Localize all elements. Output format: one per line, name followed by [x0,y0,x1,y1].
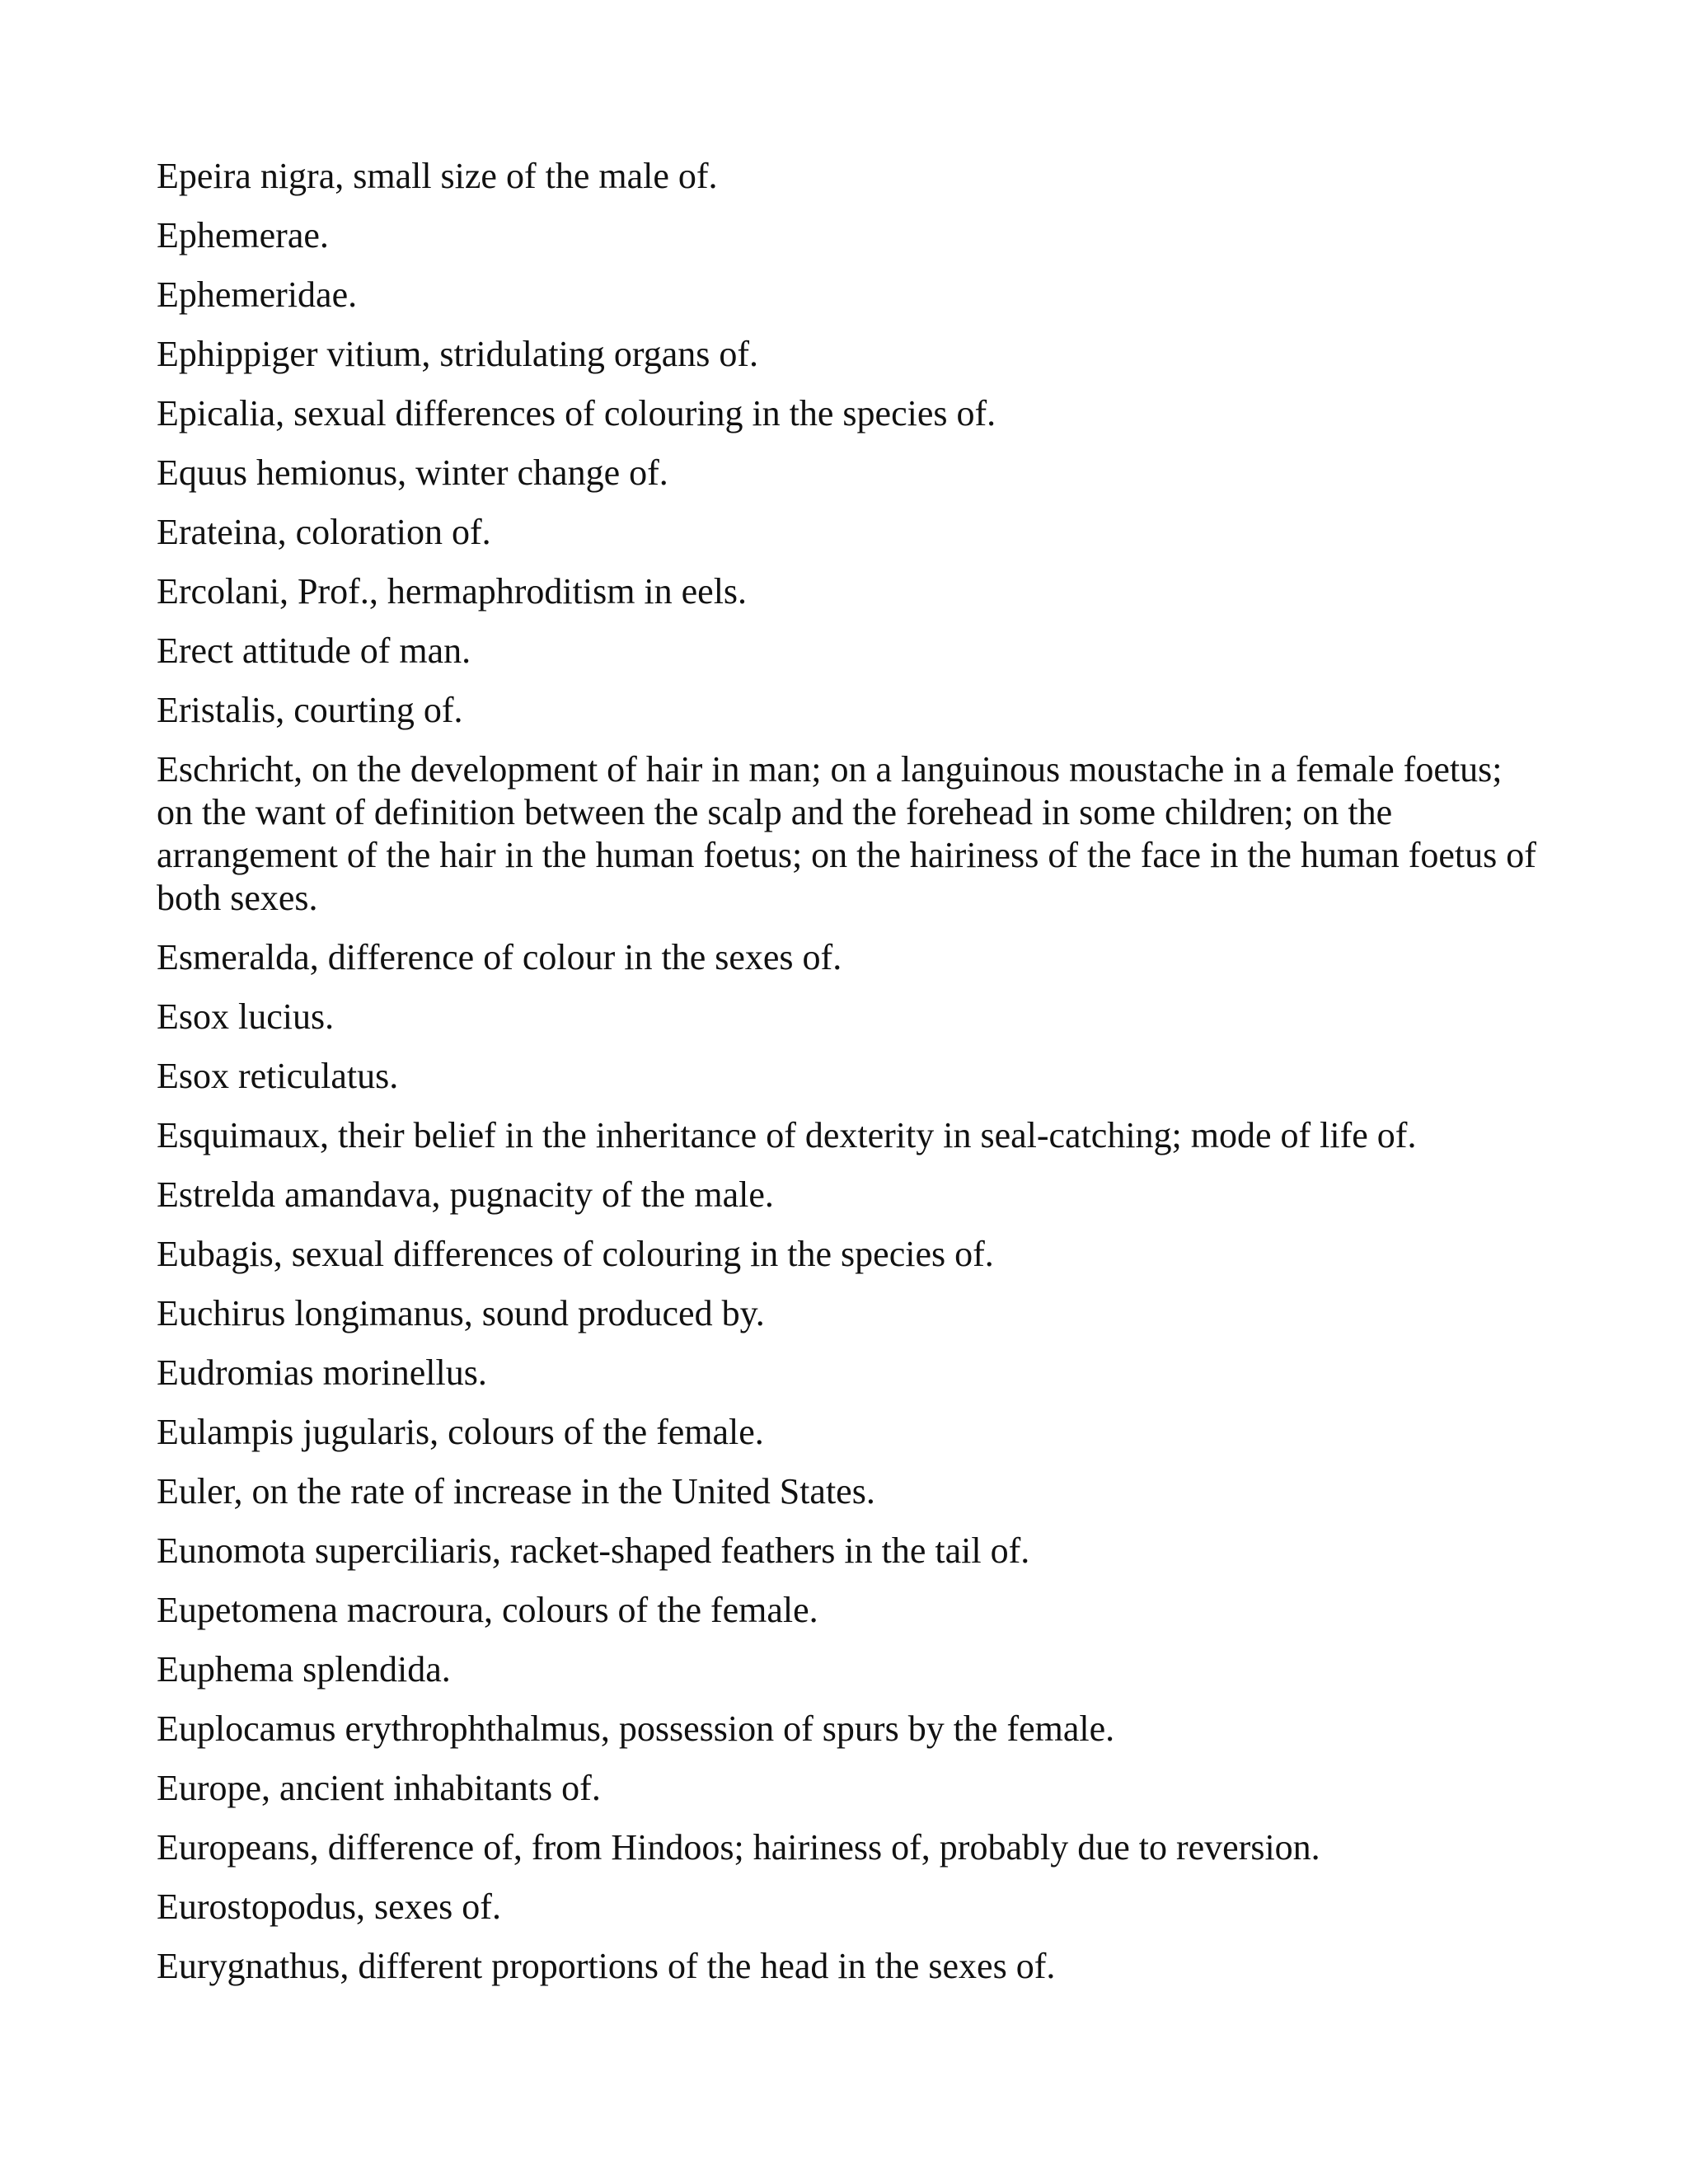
index-entry: Euler, on the rate of increase in the United States. [157,1471,875,1511]
index-entry: Esox reticulatus. [157,1056,399,1096]
index-entry: Eurygnathus, different proportions of the head in the sexes of. [157,1946,1056,1986]
index-entry: Epeira nigra, small size of the male of. [157,156,718,196]
index-entry: Eupetomena macroura, colours of the female. [157,1590,818,1630]
index-entry: Eulampis jugularis, colours of the female. [157,1412,764,1452]
index-entry: Esquimaux, their belief in the inheritance of dexterity in seal-catching; mode of life of. [157,1115,1417,1155]
index-entry: Eschricht, on the development of hair in man; on a languinous moustache in a female foetus; on the want of definition between the scalp and the forehead in some children; on the arrangement of the hair in the human foetus; on the hairiness of the face in the human foetus of both sexes. [157,749,1536,918]
index-entry: Euphema splendida. [157,1649,451,1690]
index-entry: Ercolani, Prof., hermaphroditism in eels. [157,571,748,612]
index-entry: Ephemeridae. [157,274,358,315]
index-entry: Euchirus longimanus, sound produced by. [157,1293,765,1333]
index-entry: Eunomota superciliaris, racket-shaped feathers in the tail of. [157,1530,1030,1571]
index-entry: Esmeralda, difference of colour in the sexes of. [157,937,842,977]
index-entry: Erect attitude of man. [157,630,471,671]
index-entry: Euplocamus erythrophthalmus, possession of spurs by the female. [157,1708,1115,1749]
index-entry-list [157,155,1541,2004]
index-entry: Equus hemionus, winter change of. [157,452,668,493]
index-entry: Eurostopodus, sexes of. [157,1886,501,1927]
index-entry: Estrelda amandava, pugnacity of the male. [157,1174,774,1215]
index-entry: Eudromias morinellus. [157,1352,487,1393]
index-entry: Ephemerae. [157,215,329,255]
index-entry: Erateina, coloration of. [157,512,491,552]
index-entry: Europeans, difference of, from Hindoos; hairiness of, probably due to reversion. [157,1827,1320,1868]
index-entry: Eubagis, sexual differences of colouring in the species of. [157,1234,994,1274]
index-entry: Epicalia, sexual differences of colouring in the species of. [157,393,996,434]
index-entry: Eristalis, courting of. [157,690,463,730]
index-entry: Europe, ancient inhabitants of. [157,1768,601,1808]
index-entry: Esox lucius. [157,996,335,1037]
index-entry: Ephippiger vitium, stridulating organs of. [157,334,758,374]
